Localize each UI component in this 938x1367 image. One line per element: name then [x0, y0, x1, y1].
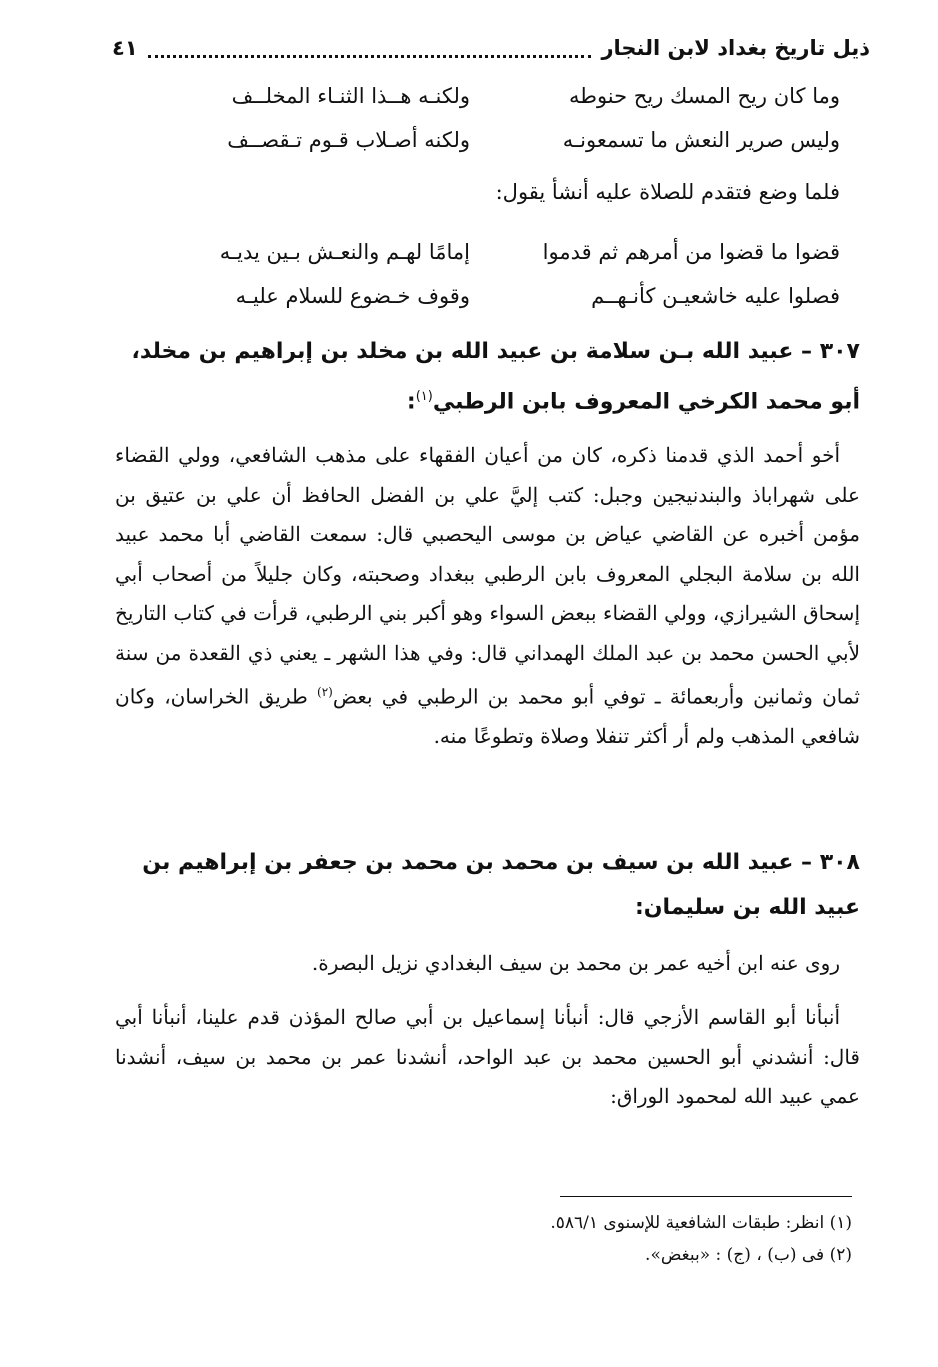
second-hemistich: إمامًا لهـم والنعـش بـين يديـه [219, 240, 470, 264]
entry-308-text-2: أنبأنا أبو القاسم الأزجي قال: أنبأنا إسماعيل بن أبي صالح المؤذن قدم علينا، أنبأنا أبي قال: أنشدني أبو الحسين محمد بن عبد الواحد، أنشدنا عمر بن محمد بن سيف، أنشدنا عمي عبيد الله لمحمود الوراق: [115, 1005, 860, 1108]
footnote-1: (١) انظر: طبقات الشافعية للإسنوى ٥٨٦/١. [550, 1213, 852, 1233]
footnote-separator [560, 1196, 852, 1197]
entry-307-text-a: أخو أحمد الذي قدمنا ذكره، كان من أعيان الفقهاء على مذهب الشافعي، وولي القضاء على شهراباذ والبندنيجين وجبل: كتب إليَّ علي بن الفضل الحافظ أن علي بن عتيق بن مؤمن أخبره عن القاضي عياض بن موسى اليحصبي قال: سمعت القاضي أبا محمد عبيد الله بن سلامة البجلي المعروف بابن الرطبي ببغداد وصحبته، وكان جليلاً من أصحاب أبي إسحاق الشيرازي، وولي القضاء ببعض السواء وهو أكبر بني الرطبي، قرأت في كتاب التاريخ لأبي الحسن محمد بن عبد الملك الهمداني قال: وفي هذا الشهر ـ يعني ذي القعدة من سنة ثمان وثمانين وأربعمائة ـ توفي أبو محمد بن الرطبي في بعض [115, 443, 860, 709]
poem-2-verse-1 [160, 230, 840, 274]
footnote-ref-2: (٢) [317, 685, 333, 699]
poem-1 [160, 74, 840, 162]
entry-307-paragraph [115, 436, 860, 757]
entry-308-paragraph-2 [115, 998, 860, 1117]
entry-307-name: أبو محمد الكرخي المعروف بابن الرطبي [432, 389, 860, 415]
poem-1-verse-2 [160, 118, 840, 162]
first-hemistich: قضوا ما قضوا من أمرهم ثم قدموا [542, 240, 840, 264]
entry-308-text-1: روى عنه ابن أخيه عمر بن محمد بن سيف البغدادي نزيل البصرة. [311, 951, 840, 975]
poem-2 [160, 230, 840, 318]
footnote-2: (٢) فى (ب) ، (ج) : «ببغض». [645, 1245, 852, 1265]
first-hemistich: وليس صرير النعش ما تسمعونـه [562, 128, 840, 152]
second-hemistich: ولكنه أصـلاب قـوم تـقصــف [227, 128, 470, 152]
entry-308-paragraph-1 [115, 944, 860, 984]
footnote-ref-1: (١) [415, 389, 433, 404]
entry-308-heading: ٣٠٨ – عبيد الله بن سيف بن محمد بن محمد بن جعفر بن إبراهيم بن عبيد الله بن سليمان: [142, 850, 860, 920]
intro-line: فلما وضع فتقدم للصلاة عليه أنشأ يقول: [495, 180, 840, 204]
first-hemistich: وما كان ريح المسك ريح حنوطه [568, 84, 840, 108]
footnotes [300, 1207, 852, 1271]
first-hemistich: فصلوا عليه خاشعيـن كأنـهــم [591, 284, 840, 308]
running-header [112, 28, 870, 68]
header-title: ذيل تاريخ بغداد لابن النجار [601, 36, 870, 60]
second-hemistich: ولكنـه هــذا الثنـاء المخلــف [231, 84, 470, 108]
entry-307-heading [115, 329, 860, 424]
entry-307-text-b: طريق الخراسان، وكان شافعي المذهب ولم أر أكثر تنفلا وصلاة وتطوعًا منه. [115, 684, 860, 749]
entry-307-heading-line-1: ٣٠٧ – عبيد الله بـن سلامة بن عبيد الله بن مخلد بن إبراهيم بن مخلد، [131, 339, 860, 364]
header-dot-leader [148, 39, 592, 58]
page-number: ٤١ [112, 36, 138, 60]
poem-1-verse-1 [160, 74, 840, 118]
second-hemistich: وقوف خـضوع للسلام عليـه [235, 284, 470, 308]
poem-2-verse-2 [160, 274, 840, 318]
heading-colon: : [406, 389, 416, 415]
entry-307-heading-line-2 [115, 374, 860, 424]
